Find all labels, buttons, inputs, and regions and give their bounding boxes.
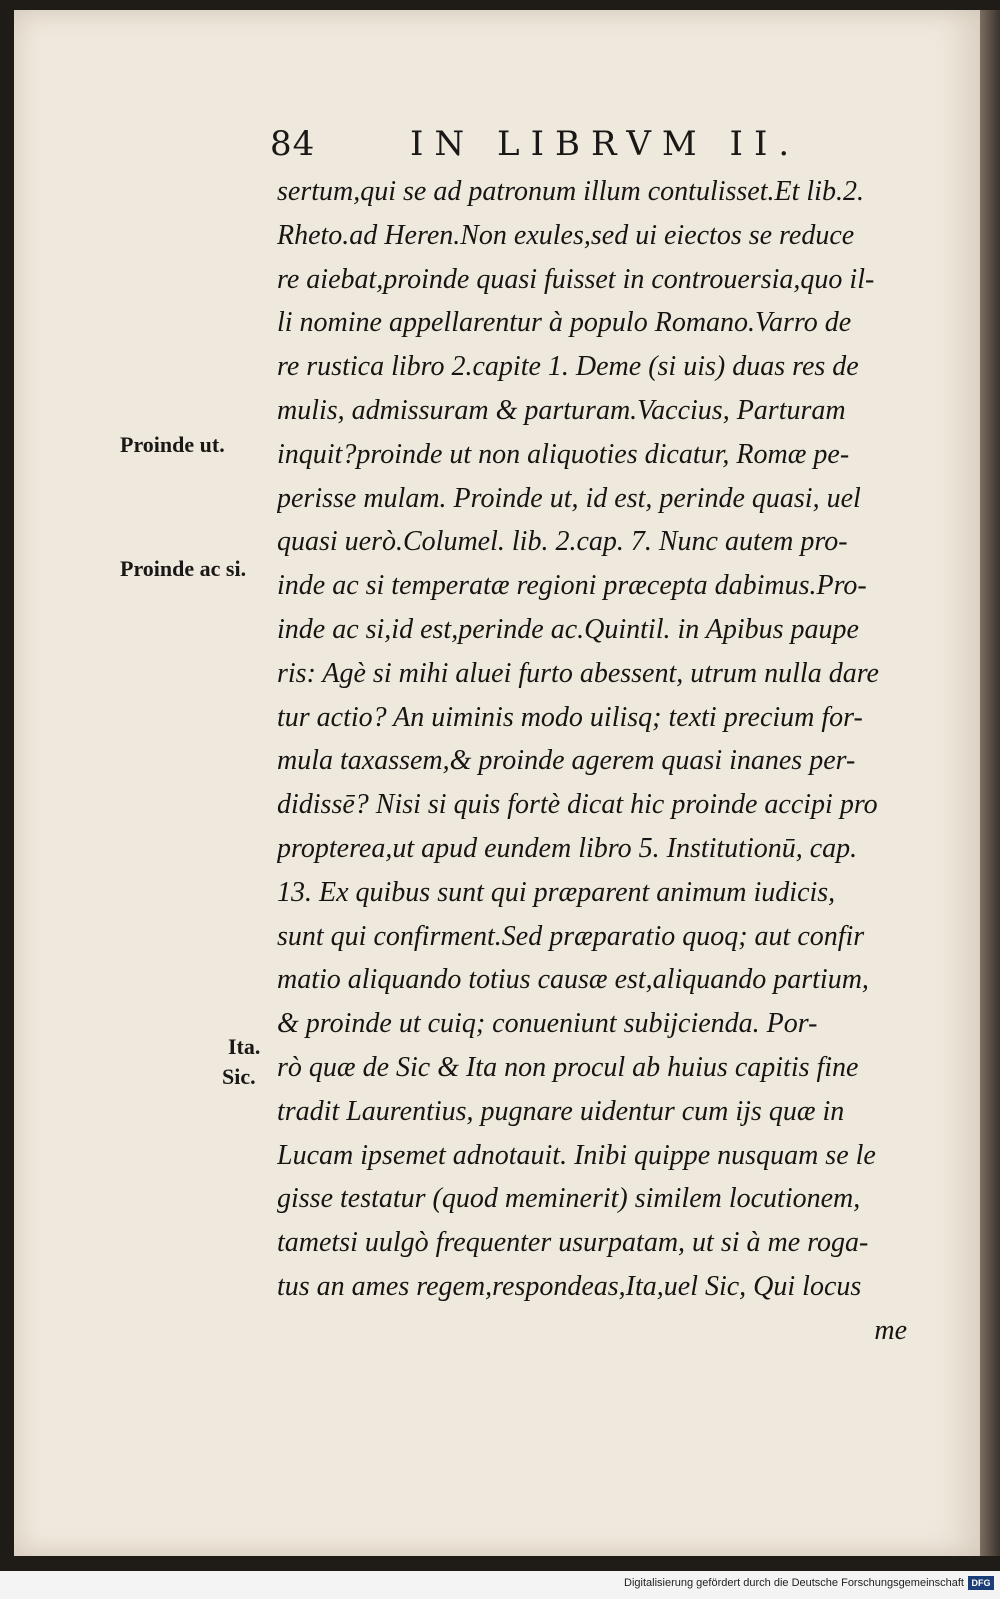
text-line: mula taxassem,& proinde agerem quasi inanes per-	[277, 745, 856, 777]
text-line: sunt qui confirment.Sed præparatio quoq; aut confir	[277, 920, 865, 952]
running-title: IN LIBRVM II.	[410, 124, 801, 164]
text-line: Lucam ipsemet adnotauit. Inibi quippe nusquam se le	[277, 1139, 876, 1171]
text-line: tametsi uulgò frequenter usurpatam, ut si à me roga-	[277, 1227, 869, 1259]
text-line: tus an ames regem,respondeas,Ita,uel Sic, Qui locus	[277, 1270, 862, 1302]
text-line: tur actio? An uiminis modo uilisq; texti precium for-	[277, 701, 863, 733]
text-line: mulis, admissuram & parturam.Vaccius, Parturam	[277, 394, 846, 426]
catchword: me	[874, 1314, 907, 1346]
marginal-note-sic: Sic.	[222, 1064, 256, 1089]
text-line: quasi uerò.Columel. lib. 2.cap. 7. Nunc autem pro-	[277, 526, 848, 558]
text-line: propterea,ut apud eundem libro 5. Institutionū, cap.	[277, 832, 858, 864]
page-header	[270, 124, 830, 174]
text-line: tradit Laurentius, pugnare uidentur cum ijs quæ in	[277, 1095, 845, 1127]
text-line: 13. Ex quibus sunt qui præparent animum iudicis,	[277, 876, 836, 908]
text-line: perisse mulam. Proinde ut, id est, perinde quasi, uel	[277, 482, 861, 514]
text-line: gisse testatur (quod meminerit) similem locutionem,	[277, 1183, 861, 1215]
marginal-note-proinde-ac-si: Proinde ac si.	[120, 556, 247, 581]
page-number: 84	[270, 124, 316, 164]
text-line: re aiebat,proinde quasi fuisset in controuersia,quo il-	[277, 263, 875, 295]
text-line: sertum,qui se ad patronum illum contulisset.Et lib.2.	[277, 176, 864, 207]
text-line: re rustica libro 2.capite 1. Deme (si uis) duas res de	[277, 351, 859, 383]
marginal-note-proinde-ut: Proinde ut.	[120, 432, 225, 457]
footer-credit: Digitalisierung gefördert durch die Deutsche Forschungsgemeinschaft	[624, 1577, 964, 1589]
footer-bar	[0, 1571, 1000, 1599]
text-line: li nomine appellarentur à populo Romano.Varro de	[277, 307, 852, 339]
text-line: didissē? Nisi si quis fortè dicat hic proinde accipi pro	[277, 789, 878, 821]
dfg-logo: DFG	[968, 1576, 994, 1590]
text-line: inquit?proinde ut non aliquoties dicatur, Romæ pe-	[277, 438, 850, 470]
page-gutter	[980, 10, 1000, 1556]
body-text	[277, 170, 937, 1353]
text-line: matio aliquando totius causæ est,aliquando partium,	[277, 964, 869, 996]
text-line: inde ac si temperatæ regioni præcepta dabimus.Pro-	[277, 570, 867, 602]
text-line: inde ac si,id est,perinde ac.Quintil. in Apibus paupe	[277, 613, 859, 645]
text-line: Rheto.ad Heren.Non exules,sed ui eiectos se reduce	[277, 219, 855, 251]
text-line: rò quæ de Sic & Ita non procul ab huius capitis fine	[277, 1051, 859, 1083]
text-line: ris: Agè si mihi aluei furto abessent, utrum nulla dare	[277, 657, 879, 689]
marginal-note-ita: Ita.	[228, 1034, 261, 1059]
text-line: & proinde ut cuiq; conueniunt subijcienda. Por-	[277, 1008, 818, 1040]
